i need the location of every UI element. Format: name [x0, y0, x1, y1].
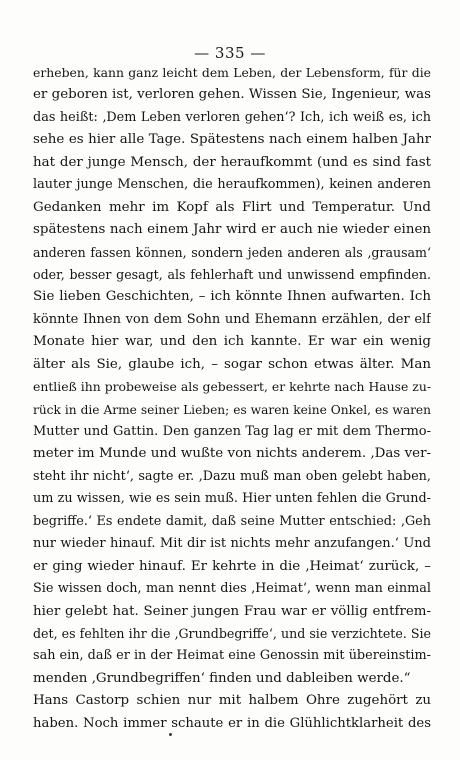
text-line: begriffe.‘ Es endete damit, daß seine Mutter entschied: ‚Geh	[33, 513, 431, 529]
text-line: um zu wissen, wie es sein muß. Hier unten fehlen die Grund-	[33, 491, 431, 507]
text-line: lauter junge Menschen, die heraufkommen), keinen anderen	[33, 177, 431, 193]
text-line: rück in die Arme seiner Lieben; es waren keine Onkel, es waren	[33, 402, 431, 417]
text-line: spätestens nach einem Jahr wird er auch nie wieder einen	[33, 222, 431, 238]
text-line: hat der junge Mensch, der heraufkommt (und es sind fast	[33, 154, 431, 170]
text-line: meter im Munde und wußte von nichts anderem. ‚Das ver-	[33, 446, 431, 462]
text-line: sehe es hier alle Tage. Spätestens nach einem halben Jahr	[33, 132, 431, 148]
text-line: haben. Noch immer schaute er in die Glühlichtklarheit des	[33, 715, 431, 731]
print-speck	[169, 733, 172, 736]
text-line: er ging wieder hinauf. Er kehrte in die ‚Heimat‘ zurück, –	[33, 558, 431, 574]
text-line: das heißt: ‚Dem Leben verloren gehen‘? Ich, ich weiß es, ich	[33, 109, 431, 125]
text-line: nur wieder hinauf. Mit dir ist nichts mehr anzufangen.‘ Und	[33, 536, 431, 552]
text-line: Mutter und Gattin. Den ganzen Tag lag er mit dem Thermo-	[33, 424, 431, 439]
text-line: erheben, kann ganz leicht dem Leben, der Lebensform, für die	[33, 65, 431, 80]
text-line: hier gelebt hat. Seiner jungen Frau war er völlig entfrem-	[33, 603, 431, 619]
text-line: steht ihr nicht‘, sagte er. ‚Dazu muß man oben gelebt haben,	[33, 468, 431, 484]
page-number: — 335 —	[194, 44, 266, 62]
text-line: Gedanken mehr im Kopf als Flirt und Temperatur. Und	[33, 199, 431, 215]
text-line: könnte Ihnen von dem Sohn und Ehemann erzählen, der elf	[33, 311, 431, 327]
text-line: entließ ihn probeweise als gebessert, er kehrte nach Hause zu-	[33, 379, 431, 395]
text-line: sah ein, daß er in der Heimat eine Genossin mit übereinstim-	[33, 648, 431, 664]
text-line: Monate hier war, und den ich kannte. Er war ein wenig	[33, 334, 431, 350]
text-line: det, es fehlten ihr die ‚Grundbegriffe‘, und sie verzichtete. Sie	[33, 625, 431, 641]
text-line: Hans Castorp schien nur mit halbem Ohre zugehört zu	[33, 693, 431, 709]
text-line: menden ‚Grundbegriffen‘ finden und dableiben werde.“	[33, 670, 411, 686]
text-line: Sie wissen doch, man nennt dies ‚Heimat‘, wenn man einmal	[33, 581, 431, 597]
body-text	[33, 62, 431, 735]
text-line: Sie lieben Geschichten, – ich könnte Ihnen aufwarten. Ich	[33, 289, 431, 305]
text-line: er geboren ist, verloren gehen. Wissen Sie, Ingenieur, was	[33, 87, 431, 103]
text-line: oder, besser gesagt, als fehlerhaft und unwissend empfinden.	[33, 266, 431, 282]
text-line: anderen fassen können, sondern jeden anderen als ‚grausam‘	[33, 244, 431, 260]
text-line: älter als Sie, glaube ich, – sogar schon etwas älter. Man	[33, 356, 431, 372]
